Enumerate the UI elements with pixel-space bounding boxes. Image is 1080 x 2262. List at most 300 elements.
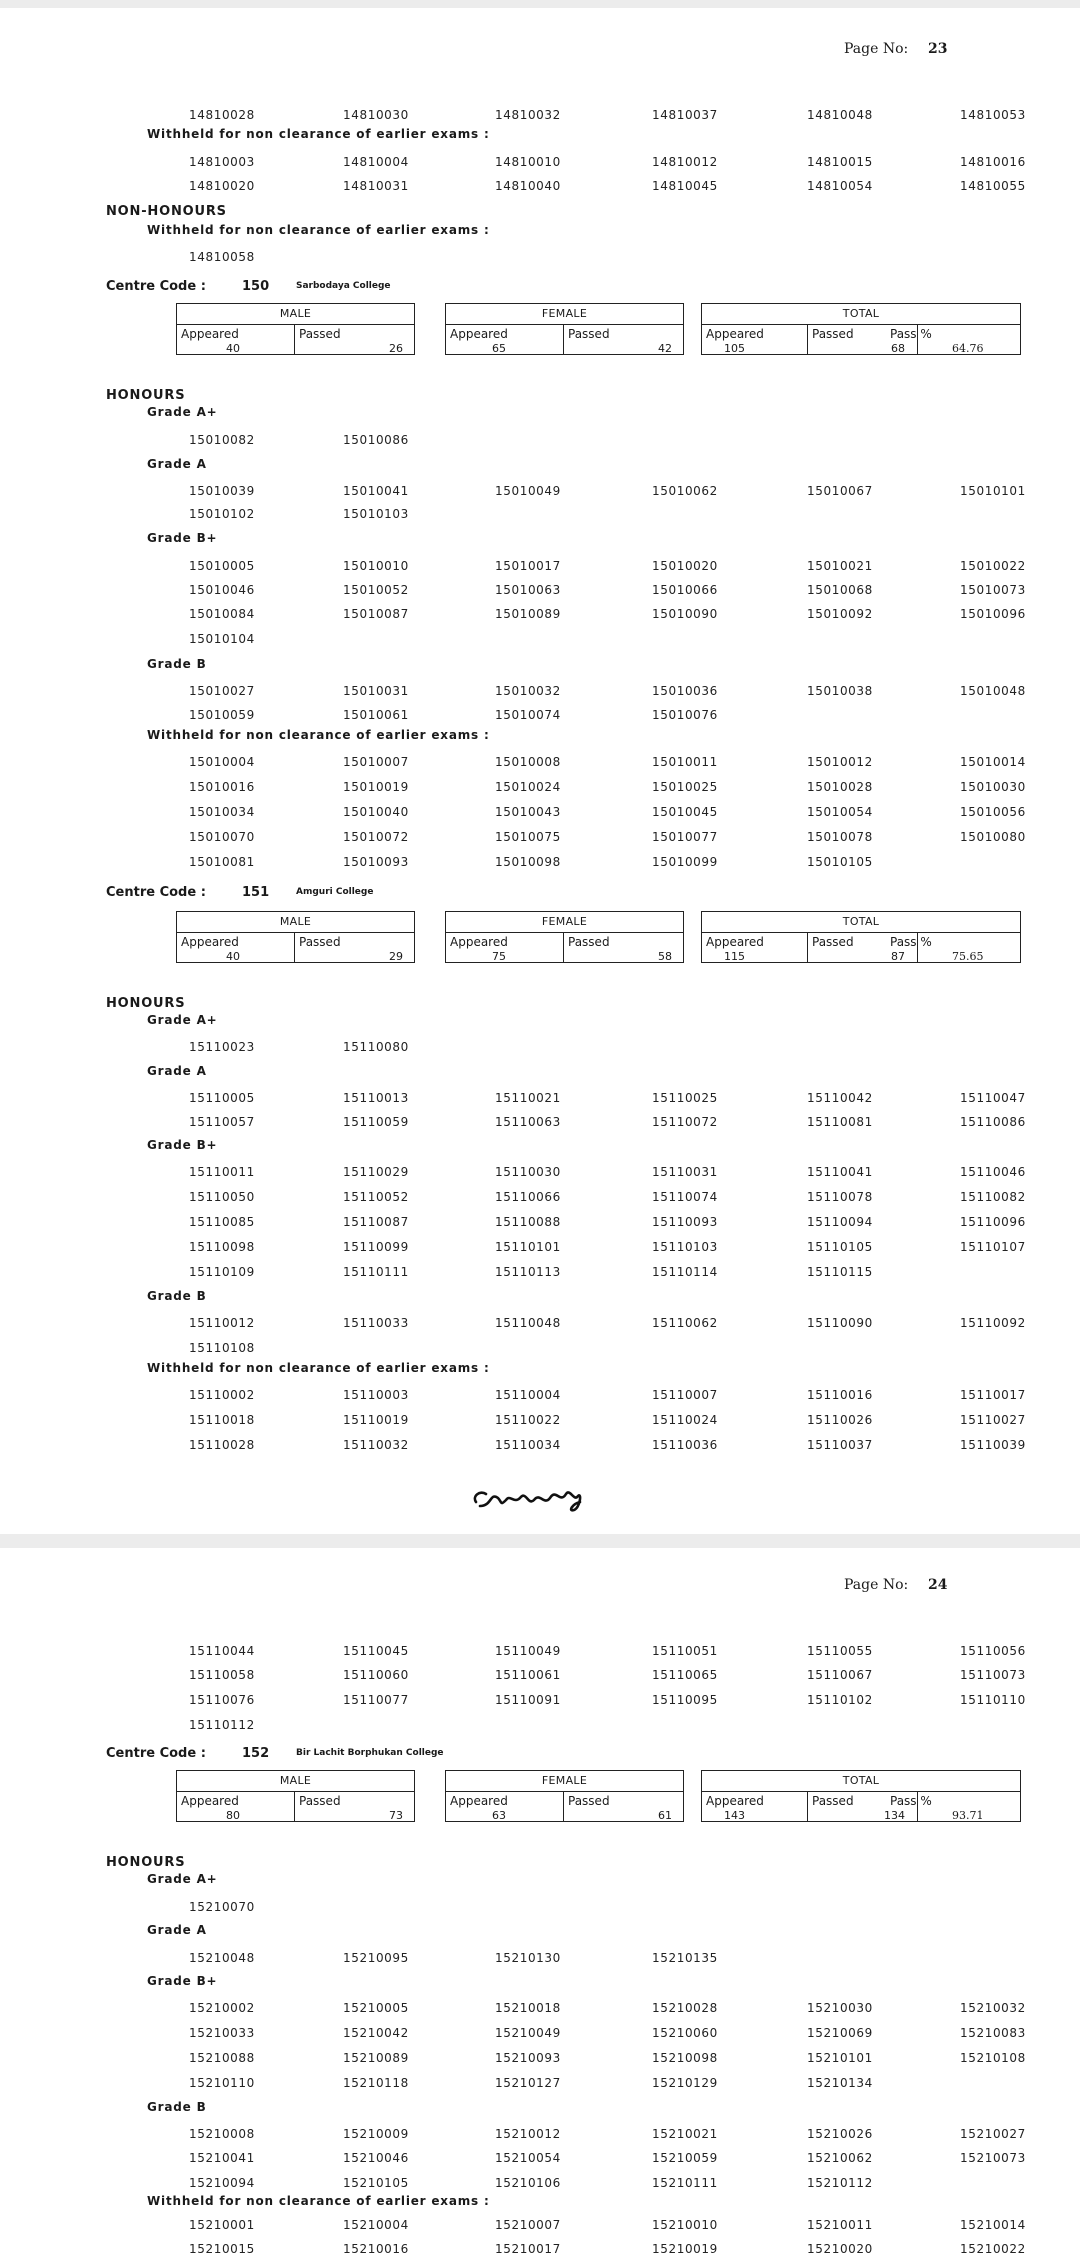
roll-row xyxy=(0,433,1080,457)
cell-label: Passed xyxy=(812,935,854,949)
roll-number: 15210042 xyxy=(343,2026,409,2040)
roll-number: 15210046 xyxy=(343,2151,409,2165)
roll-number: 14810003 xyxy=(189,155,255,169)
appeared-cell xyxy=(446,933,564,962)
roll-number: 15210010 xyxy=(652,2218,718,2232)
roll-number: 15010007 xyxy=(343,755,409,769)
roll-number: 15010075 xyxy=(495,830,561,844)
roll-number: 15110034 xyxy=(495,1438,561,1452)
roll-number: 15210004 xyxy=(343,2218,409,2232)
roll-number: 15010027 xyxy=(189,684,255,698)
roll-number: 15110062 xyxy=(652,1316,718,1330)
roll-number: 15010019 xyxy=(343,780,409,794)
roll-number: 15110109 xyxy=(189,1265,255,1279)
roll-number: 15110085 xyxy=(189,1215,255,1229)
female-summary-table xyxy=(445,303,684,355)
roll-row xyxy=(0,2151,1080,2175)
roll-number: 15210054 xyxy=(495,2151,561,2165)
appeared-cell xyxy=(446,1792,564,1821)
page-number-header xyxy=(844,41,947,57)
roll-row xyxy=(0,484,1080,508)
centre-code-label: Centre Code : xyxy=(106,1746,206,1761)
roll-number: 15210070 xyxy=(189,1900,255,1914)
document-page-24 xyxy=(0,1548,1080,2262)
roll-number: 15210112 xyxy=(807,2176,873,2190)
roll-number: 15210027 xyxy=(960,2127,1026,2141)
honours-heading: HONOURS xyxy=(106,996,186,1011)
roll-row xyxy=(0,1900,1080,1924)
roll-number: 15110007 xyxy=(652,1388,718,1402)
roll-number: 15110055 xyxy=(807,1644,873,1658)
roll-number: 15210007 xyxy=(495,2218,561,2232)
table-title: FEMALE xyxy=(446,1771,683,1792)
roll-number: 15210016 xyxy=(343,2242,409,2256)
roll-number: 15010098 xyxy=(495,855,561,869)
roll-number: 15110061 xyxy=(495,1668,561,1682)
roll-number: 15210106 xyxy=(495,2176,561,2190)
roll-number: 15210127 xyxy=(495,2076,561,2090)
grade-heading: Grade B+ xyxy=(147,531,218,545)
centre-code-label: Centre Code : xyxy=(106,279,206,294)
roll-number: 14810048 xyxy=(807,108,873,122)
roll-number: 15110101 xyxy=(495,1240,561,1254)
centre-college-name: Bir Lachit Borphukan College xyxy=(296,1748,444,1758)
roll-number: 15010078 xyxy=(807,830,873,844)
roll-number: 15010096 xyxy=(960,607,1026,621)
roll-number: 15210041 xyxy=(189,2151,255,2165)
roll-row xyxy=(0,1668,1080,1692)
roll-row xyxy=(0,583,1080,607)
female-summary-table xyxy=(445,1770,684,1822)
roll-row xyxy=(0,1413,1080,1437)
roll-number: 15110002 xyxy=(189,1388,255,1402)
roll-number: 15010061 xyxy=(343,708,409,722)
roll-row xyxy=(0,855,1080,879)
grade-heading: Grade A+ xyxy=(147,1872,218,1886)
appeared-cell xyxy=(177,933,295,962)
roll-number: 15210089 xyxy=(343,2051,409,2065)
roll-number: 14810058 xyxy=(189,250,255,264)
roll-number: 14810015 xyxy=(807,155,873,169)
cell-label: Pass % xyxy=(890,1794,932,1808)
withheld-heading: Withheld for non clearance of earlier exams : xyxy=(147,2194,490,2208)
roll-number: 15210022 xyxy=(960,2242,1026,2256)
centre-code-heading xyxy=(106,1746,444,1761)
roll-number: 15010034 xyxy=(189,805,255,819)
male-summary-table xyxy=(176,911,415,963)
roll-number: 15010086 xyxy=(343,433,409,447)
cell-label: Appeared xyxy=(181,935,239,949)
roll-number: 15110080 xyxy=(343,1040,409,1054)
roll-number: 15210059 xyxy=(652,2151,718,2165)
page-number-value: 24 xyxy=(928,1577,948,1593)
roll-number: 15110088 xyxy=(495,1215,561,1229)
roll-number: 15010066 xyxy=(652,583,718,597)
grade-heading: Grade A xyxy=(147,1923,207,1937)
roll-number: 15010020 xyxy=(652,559,718,573)
roll-number: 15010008 xyxy=(495,755,561,769)
roll-number: 15210019 xyxy=(652,2242,718,2256)
roll-row xyxy=(0,1165,1080,1189)
honours-heading: HONOURS xyxy=(106,1855,186,1870)
cell-value: 40 xyxy=(226,950,240,963)
roll-number: 15010010 xyxy=(343,559,409,573)
cell-value: 115 xyxy=(724,950,745,963)
roll-number: 15110058 xyxy=(189,1668,255,1682)
roll-number: 15010046 xyxy=(189,583,255,597)
passed-cell xyxy=(295,325,413,354)
withheld-heading: Withheld for non clearance of earlier exams : xyxy=(147,223,490,237)
roll-number: 15210060 xyxy=(652,2026,718,2040)
appeared-cell xyxy=(702,1792,808,1821)
roll-row xyxy=(0,1438,1080,1462)
cell-value: 75.65 xyxy=(952,950,984,963)
roll-number: 15210021 xyxy=(652,2127,718,2141)
cell-value: 143 xyxy=(724,1809,745,1822)
roll-row xyxy=(0,1388,1080,1412)
roll-number: 15110004 xyxy=(495,1388,561,1402)
roll-number: 15110059 xyxy=(343,1115,409,1129)
roll-number: 15210101 xyxy=(807,2051,873,2065)
roll-row xyxy=(0,179,1080,203)
roll-number: 15210083 xyxy=(960,2026,1026,2040)
page-number-header xyxy=(844,1577,947,1593)
roll-number: 14810004 xyxy=(343,155,409,169)
roll-number: 15010022 xyxy=(960,559,1026,573)
roll-row xyxy=(0,1265,1080,1289)
roll-number: 15010048 xyxy=(960,684,1026,698)
roll-number: 15110066 xyxy=(495,1190,561,1204)
table-title: MALE xyxy=(177,912,414,933)
roll-number: 15010093 xyxy=(343,855,409,869)
roll-number: 15210111 xyxy=(652,2176,718,2190)
roll-number: 15110011 xyxy=(189,1165,255,1179)
roll-number: 15010080 xyxy=(960,830,1026,844)
roll-number: 14810020 xyxy=(189,179,255,193)
roll-number: 14810037 xyxy=(652,108,718,122)
table-title: TOTAL xyxy=(702,912,1020,933)
roll-number: 14810054 xyxy=(807,179,873,193)
roll-number: 15210009 xyxy=(343,2127,409,2141)
roll-number: 15210098 xyxy=(652,2051,718,2065)
roll-number: 15110039 xyxy=(960,1438,1026,1452)
roll-row xyxy=(0,2076,1080,2100)
grade-heading: Grade A xyxy=(147,1064,207,1078)
roll-number: 15110072 xyxy=(652,1115,718,1129)
roll-number: 15010077 xyxy=(652,830,718,844)
roll-number: 15110003 xyxy=(343,1388,409,1402)
roll-number: 15010104 xyxy=(189,632,255,646)
roll-number: 15110108 xyxy=(189,1341,255,1355)
roll-number: 15010059 xyxy=(189,708,255,722)
cell-value: 61 xyxy=(658,1809,672,1822)
roll-number: 15110016 xyxy=(807,1388,873,1402)
female-summary-table xyxy=(445,911,684,963)
cell-label: Appeared xyxy=(706,327,764,341)
roll-row xyxy=(0,830,1080,854)
roll-number: 15210105 xyxy=(343,2176,409,2190)
roll-number: 15210028 xyxy=(652,2001,718,2015)
roll-number: 15110078 xyxy=(807,1190,873,1204)
roll-number: 15210093 xyxy=(495,2051,561,2065)
roll-number: 15110027 xyxy=(960,1413,1026,1427)
roll-number: 15210008 xyxy=(189,2127,255,2141)
roll-number: 15110041 xyxy=(807,1165,873,1179)
roll-row xyxy=(0,1240,1080,1264)
roll-number: 15110082 xyxy=(960,1190,1026,1204)
roll-number: 15110096 xyxy=(960,1215,1026,1229)
roll-row xyxy=(0,559,1080,583)
cell-label: Passed xyxy=(299,935,341,949)
roll-number: 15010068 xyxy=(807,583,873,597)
roll-number: 15010090 xyxy=(652,607,718,621)
appeared-cell xyxy=(177,325,295,354)
roll-number: 15210017 xyxy=(495,2242,561,2256)
cell-value: 64.76 xyxy=(952,342,984,355)
roll-number: 15010084 xyxy=(189,607,255,621)
roll-number: 15110098 xyxy=(189,1240,255,1254)
roll-number: 15110060 xyxy=(343,1668,409,1682)
roll-number: 14810040 xyxy=(495,179,561,193)
cell-value: 65 xyxy=(492,342,506,355)
roll-number: 15210049 xyxy=(495,2026,561,2040)
roll-row xyxy=(0,1951,1080,1975)
signature-image xyxy=(470,1476,600,1520)
roll-number: 15110050 xyxy=(189,1190,255,1204)
roll-number: 15210001 xyxy=(189,2218,255,2232)
cell-label: Appeared xyxy=(706,1794,764,1808)
grade-heading: Grade B xyxy=(147,2100,207,2114)
roll-number: 15110013 xyxy=(343,1091,409,1105)
roll-number: 15110049 xyxy=(495,1644,561,1658)
cell-label: Passed xyxy=(568,935,610,949)
document-page-23 xyxy=(0,8,1080,1534)
cell-value: 42 xyxy=(658,342,672,355)
roll-number: 15110074 xyxy=(652,1190,718,1204)
roll-number: 15110022 xyxy=(495,1413,561,1427)
centre-code-label: Centre Code : xyxy=(106,885,206,900)
cell-label: Appeared xyxy=(181,1794,239,1808)
cell-value: 29 xyxy=(389,950,403,963)
roll-number: 15110029 xyxy=(343,1165,409,1179)
cell-label: Passed xyxy=(812,1794,854,1808)
roll-number: 15110026 xyxy=(807,1413,873,1427)
roll-number: 15110077 xyxy=(343,1693,409,1707)
cell-label: Passed xyxy=(568,1794,610,1808)
roll-number: 15110046 xyxy=(960,1165,1026,1179)
grade-heading: Grade B+ xyxy=(147,1974,218,1988)
roll-number: 15110019 xyxy=(343,1413,409,1427)
table-title: FEMALE xyxy=(446,304,683,325)
roll-number: 15010017 xyxy=(495,559,561,573)
roll-row xyxy=(0,1644,1080,1668)
roll-number: 15110033 xyxy=(343,1316,409,1330)
roll-number: 15110114 xyxy=(652,1265,718,1279)
roll-number: 15110057 xyxy=(189,1115,255,1129)
cell-value: 26 xyxy=(389,342,403,355)
male-summary-table xyxy=(176,303,415,355)
roll-number: 15110056 xyxy=(960,1644,1026,1658)
roll-number: 15010005 xyxy=(189,559,255,573)
roll-row xyxy=(0,155,1080,179)
grade-heading: Grade A+ xyxy=(147,405,218,419)
withheld-heading: Withheld for non clearance of earlier exams : xyxy=(147,728,490,742)
cell-value: 40 xyxy=(226,342,240,355)
roll-number: 15110028 xyxy=(189,1438,255,1452)
roll-row xyxy=(0,1316,1080,1340)
roll-number: 15110021 xyxy=(495,1091,561,1105)
roll-number: 15110073 xyxy=(960,1668,1026,1682)
roll-number: 15010016 xyxy=(189,780,255,794)
roll-row xyxy=(0,2026,1080,2050)
roll-number: 15110086 xyxy=(960,1115,1026,1129)
roll-number: 15010036 xyxy=(652,684,718,698)
roll-number: 15010052 xyxy=(343,583,409,597)
roll-number: 15110005 xyxy=(189,1091,255,1105)
total-summary-table xyxy=(701,911,1021,963)
cell-value: 63 xyxy=(492,1809,506,1822)
centre-code-heading xyxy=(106,279,391,294)
roll-number: 15010076 xyxy=(652,708,718,722)
passed-cell xyxy=(295,1792,413,1821)
roll-number: 15210011 xyxy=(807,2218,873,2232)
roll-number: 15010024 xyxy=(495,780,561,794)
roll-number: 15210020 xyxy=(807,2242,873,2256)
cell-value: 73 xyxy=(389,1809,403,1822)
roll-number: 15110045 xyxy=(343,1644,409,1658)
roll-number: 15010072 xyxy=(343,830,409,844)
withheld-heading: Withheld for non clearance of earlier exams : xyxy=(147,1361,490,1375)
roll-number: 15110063 xyxy=(495,1115,561,1129)
table-title: TOTAL xyxy=(702,1771,1020,1792)
roll-number: 15210062 xyxy=(807,2151,873,2165)
roll-number: 14810031 xyxy=(343,179,409,193)
grade-heading: Grade B xyxy=(147,657,207,671)
non-honours-heading: NON-HONOURS xyxy=(106,204,227,219)
appeared-cell xyxy=(446,325,564,354)
roll-row xyxy=(0,755,1080,779)
centre-college-name: Amguri College xyxy=(296,887,374,897)
roll-number: 15010043 xyxy=(495,805,561,819)
roll-number: 15010030 xyxy=(960,780,1026,794)
roll-number: 15110036 xyxy=(652,1438,718,1452)
withheld-heading: Withheld for non clearance of earlier exams : xyxy=(147,127,490,141)
page-number-label: Page No: xyxy=(844,41,909,57)
appeared-cell xyxy=(177,1792,295,1821)
roll-number: 15110023 xyxy=(189,1040,255,1054)
roll-number: 15210094 xyxy=(189,2176,255,2190)
roll-number: 15010039 xyxy=(189,484,255,498)
roll-number: 15110047 xyxy=(960,1091,1026,1105)
centre-college-name: Sarbodaya College xyxy=(296,281,391,291)
roll-number: 15110067 xyxy=(807,1668,873,1682)
roll-number: 15210002 xyxy=(189,2001,255,2015)
roll-number: 15010054 xyxy=(807,805,873,819)
roll-number: 15210026 xyxy=(807,2127,873,2141)
cell-label: Appeared xyxy=(181,327,239,341)
roll-number: 15110024 xyxy=(652,1413,718,1427)
roll-number: 15110102 xyxy=(807,1693,873,1707)
roll-number: 14810053 xyxy=(960,108,1026,122)
cell-value: 93.71 xyxy=(952,1809,984,1822)
roll-number: 15110031 xyxy=(652,1165,718,1179)
roll-number: 15110081 xyxy=(807,1115,873,1129)
roll-number: 15010012 xyxy=(807,755,873,769)
appeared-cell xyxy=(702,933,808,962)
roll-row xyxy=(0,1215,1080,1239)
roll-row xyxy=(0,1091,1080,1115)
cell-label: Appeared xyxy=(450,1794,508,1808)
roll-number: 15210012 xyxy=(495,2127,561,2141)
roll-number: 15110094 xyxy=(807,1215,873,1229)
roll-number: 15110110 xyxy=(960,1693,1026,1707)
roll-number: 15110065 xyxy=(652,1668,718,1682)
roll-number: 15110076 xyxy=(189,1693,255,1707)
roll-number: 15210129 xyxy=(652,2076,718,2090)
roll-number: 15110095 xyxy=(652,1693,718,1707)
roll-number: 15110030 xyxy=(495,1165,561,1179)
roll-number: 15210108 xyxy=(960,2051,1026,2065)
roll-number: 15110018 xyxy=(189,1413,255,1427)
roll-number: 15210015 xyxy=(189,2242,255,2256)
cell-label: Passed xyxy=(299,1794,341,1808)
roll-number: 15010081 xyxy=(189,855,255,869)
roll-row xyxy=(0,780,1080,804)
roll-number: 15210018 xyxy=(495,2001,561,2015)
centre-code-number: 150 xyxy=(242,279,270,294)
roll-number: 15010089 xyxy=(495,607,561,621)
roll-number: 15010073 xyxy=(960,583,1026,597)
roll-number: 14810016 xyxy=(960,155,1026,169)
roll-number: 15110090 xyxy=(807,1316,873,1330)
roll-row xyxy=(0,632,1080,656)
centre-code-heading xyxy=(106,885,374,900)
roll-number: 15210014 xyxy=(960,2218,1026,2232)
roll-row xyxy=(0,2218,1080,2242)
passed-cell xyxy=(564,1792,682,1821)
roll-number: 15210073 xyxy=(960,2151,1026,2165)
roll-row xyxy=(0,1115,1080,1139)
roll-number: 15110012 xyxy=(189,1316,255,1330)
roll-number: 15210088 xyxy=(189,2051,255,2065)
cell-value: 134 xyxy=(884,1809,905,1822)
cell-label: Passed xyxy=(299,327,341,341)
table-title: TOTAL xyxy=(702,304,1020,325)
roll-number: 15210110 xyxy=(189,2076,255,2090)
roll-number: 15210032 xyxy=(960,2001,1026,2015)
cell-label: Appeared xyxy=(450,935,508,949)
roll-row xyxy=(0,1693,1080,1717)
roll-number: 14810055 xyxy=(960,179,1026,193)
roll-number: 15010099 xyxy=(652,855,718,869)
total-summary-table xyxy=(701,303,1021,355)
roll-number: 15110105 xyxy=(807,1240,873,1254)
roll-number: 15010011 xyxy=(652,755,718,769)
roll-row xyxy=(0,250,1080,274)
total-summary-table xyxy=(701,1770,1021,1822)
roll-number: 14810012 xyxy=(652,155,718,169)
roll-number: 15010062 xyxy=(652,484,718,498)
roll-number: 15210118 xyxy=(343,2076,409,2090)
roll-number: 15010070 xyxy=(189,830,255,844)
cell-value: 75 xyxy=(492,950,506,963)
roll-number: 14810045 xyxy=(652,179,718,193)
roll-row xyxy=(0,1718,1080,1742)
cell-value: 87 xyxy=(891,950,905,963)
roll-number: 15010032 xyxy=(495,684,561,698)
cell-value: 68 xyxy=(891,342,905,355)
roll-number: 15210135 xyxy=(652,1951,718,1965)
